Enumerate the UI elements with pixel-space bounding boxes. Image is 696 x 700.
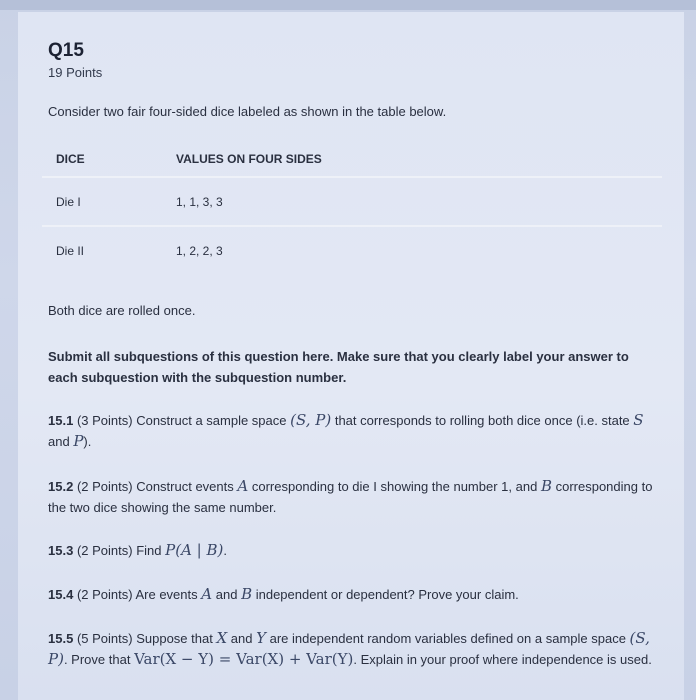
math-variance-identity: Var(X − Y) = Var(X) + Var(Y) — [134, 650, 354, 668]
subquestion-text: and — [48, 434, 70, 449]
math-a: A — [201, 585, 213, 603]
math-b: B — [540, 477, 552, 495]
subquestion-text: ). — [83, 434, 92, 449]
table-cell-values: 1, 1, 3, 3 — [176, 177, 662, 226]
subquestion-text: . Explain in your proof where independence is used. — [353, 652, 652, 667]
math-x: X — [216, 629, 228, 647]
subquestion-15-2 — [48, 476, 658, 518]
subquestion-text: Construct a sample space — [136, 413, 287, 428]
subquestion-text: . Prove that — [63, 652, 131, 667]
math-sample-space: (S, P) — [290, 411, 332, 429]
math-s: S — [633, 411, 644, 429]
subquestion-points: (5 Points) — [76, 631, 133, 646]
subquestion-points: (3 Points) — [76, 413, 133, 428]
subquestion-text: Suppose that — [136, 631, 213, 646]
table-cell-die: Die II — [42, 226, 176, 274]
math-a: A — [237, 477, 249, 495]
rolled-text: Both dice are rolled once. — [48, 303, 196, 318]
subquestion-number: 15.3 — [48, 543, 74, 558]
math-sample-space: (S, P) — [48, 629, 650, 668]
subquestion-number: 15.5 — [48, 631, 74, 646]
math-b: B — [241, 585, 253, 603]
question-title: Q15 — [48, 40, 84, 61]
subquestion-text: corresponding to the two dice showing the same number. — [48, 479, 653, 515]
subquestion-text: . — [223, 543, 227, 558]
subquestion-points: (2 Points) — [76, 543, 133, 558]
subquestion-15-5 — [48, 628, 658, 670]
subquestion-text: Are events — [135, 587, 198, 602]
table-header-values: VALUES ON FOUR SIDES — [176, 142, 662, 177]
question-points: 19 Points — [48, 65, 103, 80]
subquestion-points: (2 Points) — [76, 587, 133, 602]
subquestion-text: are independent random variables defined on a sample space — [269, 631, 626, 646]
table-cell-values: 1, 2, 2, 3 — [176, 226, 662, 274]
subquestion-text: that corresponds to rolling both dice once (i.e. state — [334, 413, 630, 428]
subquestion-text: Find — [136, 543, 162, 558]
top-bar — [0, 0, 696, 10]
subquestion-text: and — [215, 587, 238, 602]
subquestion-text: Construct events — [136, 479, 234, 494]
table-header-row — [42, 142, 662, 177]
subquestion-15-1 — [48, 410, 658, 452]
table-cell-die: Die I — [42, 177, 176, 226]
math-p: P — [73, 432, 84, 450]
subquestion-number: 15.4 — [48, 587, 74, 602]
math-conditional-probability: P(A | B) — [165, 541, 224, 559]
subquestion-number: 15.1 — [48, 413, 74, 428]
subquestion-points: (2 Points) — [76, 479, 133, 494]
subquestion-text: independent or dependent? Prove your claim. — [255, 587, 519, 602]
subquestion-text: corresponding to die I showing the number 1, and — [251, 479, 538, 494]
subquestion-text: and — [230, 631, 253, 646]
subquestion-15-4 — [48, 584, 658, 605]
instruction-text: Submit all subquestions of this question here. Make sure that you clearly label your answer to each subquestion with the subquestion number. — [48, 349, 629, 385]
dice-table — [42, 142, 662, 274]
table-row — [42, 226, 662, 274]
question-intro: Consider two fair four-sided dice labeled as shown in the table below. — [48, 104, 447, 119]
subquestion-number: 15.2 — [48, 479, 74, 494]
math-y: Y — [256, 629, 266, 647]
subquestion-15-3 — [48, 540, 658, 561]
table-header-dice: DICE — [42, 142, 176, 177]
table-row — [42, 177, 662, 226]
